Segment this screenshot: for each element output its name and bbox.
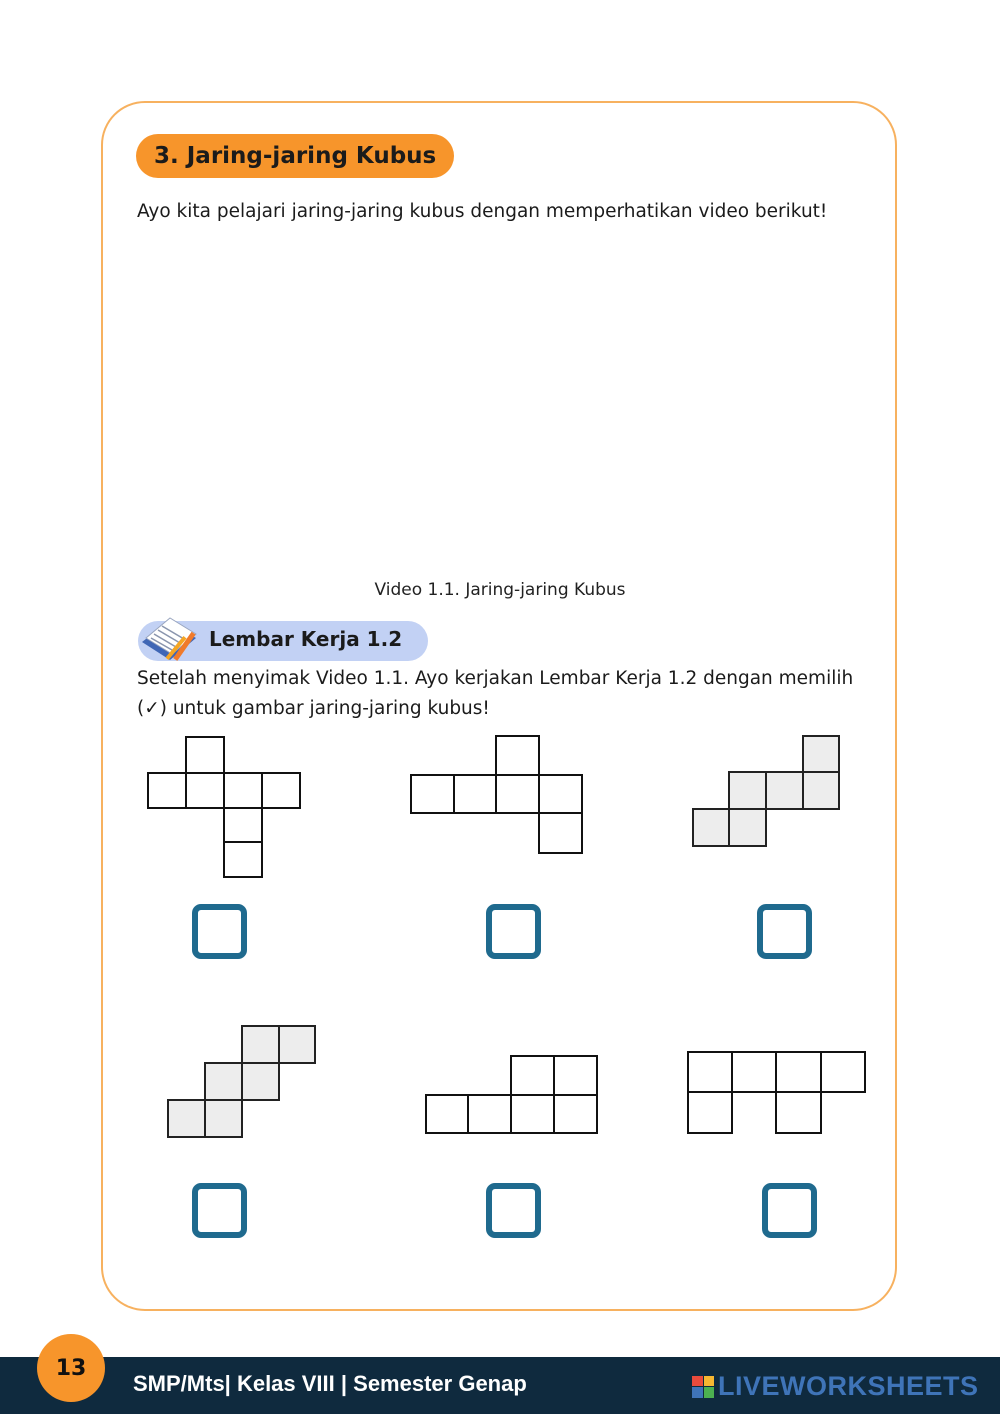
worksheet-instruction: Setelah menyimak Video 1.1. Ayo kerjakan Lembar Kerja 1.2 dengan memilih (✓) untuk gambar jaring-jaring kubus! [137,668,854,719]
checkbox-net-2[interactable] [486,904,541,959]
cube-net-3 [692,735,842,849]
video-caption: Video 1.1. Jaring-jaring Kubus [374,580,626,600]
cube-net-5 [425,1055,599,1135]
checkbox-net-4[interactable] [192,1183,247,1238]
video-player[interactable] [137,240,862,570]
section-title: 3. Jaring-jaring Kubus [136,134,454,178]
cube-net-4 [167,1025,317,1139]
cube-net-6 [687,1051,867,1135]
checkbox-net-3[interactable] [757,904,812,959]
worksheet-title: Lembar Kerja 1.2 [209,627,403,651]
liveworksheets-brand: LIVEWORKSHEETS [718,1371,979,1401]
intro-text: Ayo kita pelajari jaring-jaring kubus dengan memperhatikan video berikut! [137,201,828,222]
footer-text: SMP/Mts| Kelas VIII | Semester Genap [133,1371,527,1396]
cube-net-1 [147,736,303,880]
checkbox-net-1[interactable] [192,904,247,959]
cube-net-2 [410,735,584,855]
worksheet-papers-icon [138,612,202,666]
checkbox-net-5[interactable] [486,1183,541,1238]
page-number: 13 [37,1334,105,1402]
liveworksheets-logo [692,1371,979,1402]
liveworksheets-logo-icon [692,1376,714,1398]
checkbox-net-6[interactable] [762,1183,817,1238]
